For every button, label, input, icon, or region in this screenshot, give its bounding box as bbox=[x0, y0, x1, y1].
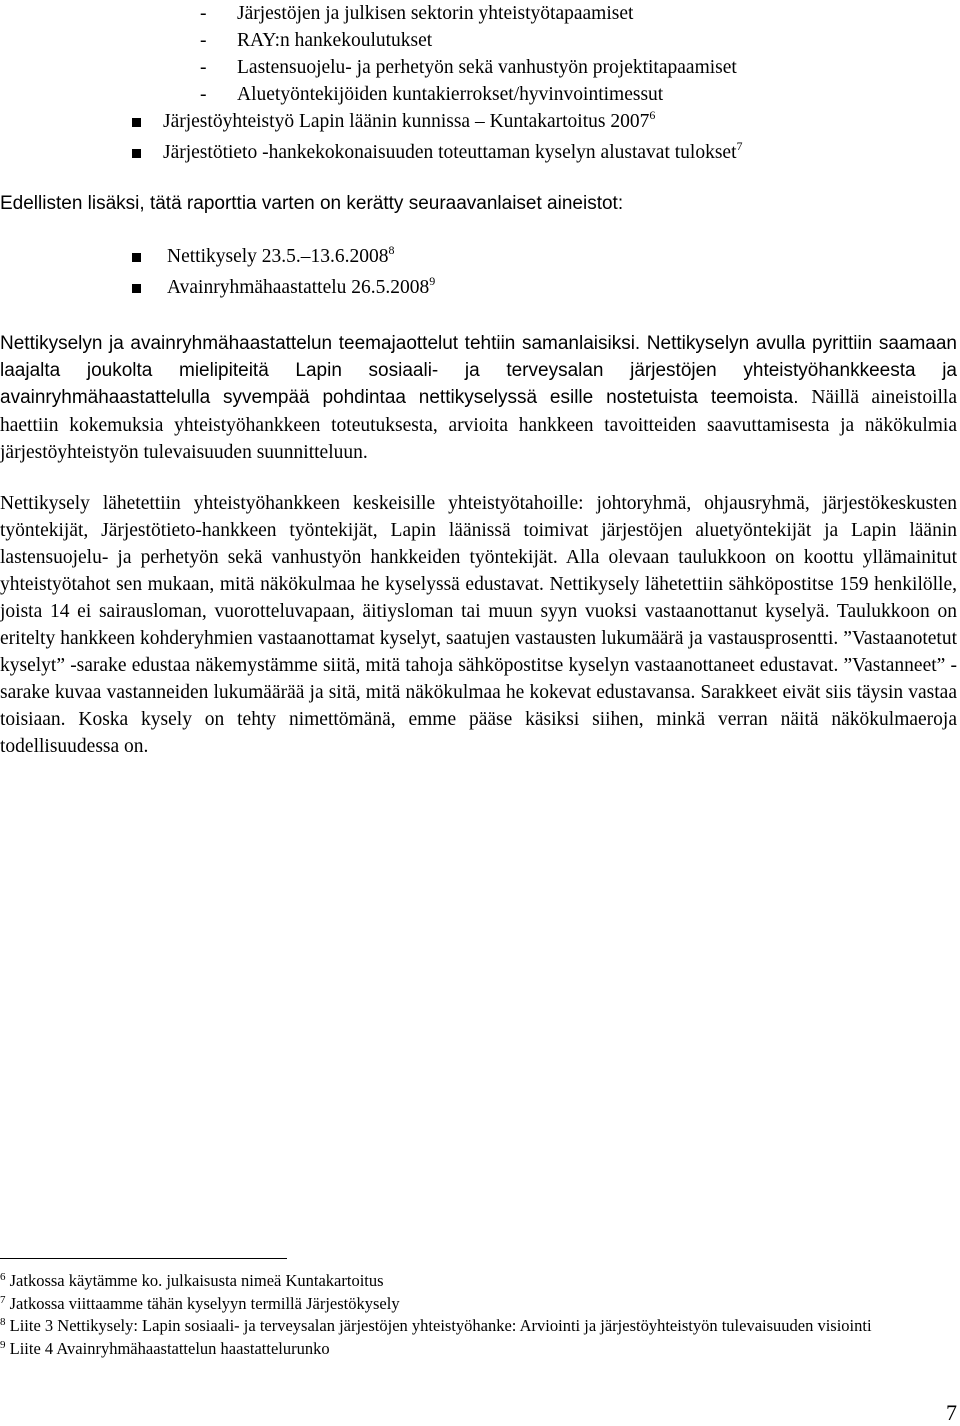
intro-line: Edellisten lisäksi, tätä raporttia varten on kerätty seuraavanlaiset aineistot: bbox=[0, 193, 624, 214]
footnote-ref[interactable]: 8 bbox=[388, 243, 395, 257]
paragraph-themes bbox=[0, 330, 957, 466]
dash-list bbox=[200, 0, 737, 108]
list-item-text: Järjestöyhteistyö Lapin läänin kunnissa – Kuntakartoitus 2007 bbox=[163, 111, 650, 132]
page-number: 7 bbox=[946, 1400, 957, 1425]
square-bullet-icon bbox=[132, 149, 141, 158]
list-item-text: RAY:n hankekoulutukset bbox=[237, 30, 433, 51]
dash-marker: - bbox=[200, 3, 207, 24]
list-item bbox=[200, 54, 737, 81]
footnote-number: 7 bbox=[0, 1293, 6, 1306]
list-item-text: Avainryhmähaastattelu 26.5.2008 bbox=[167, 277, 430, 298]
footnote-number: 8 bbox=[0, 1316, 6, 1328]
footnote-number: 6 bbox=[0, 1271, 6, 1283]
square-bullet-icon bbox=[132, 118, 141, 127]
footnote bbox=[0, 1338, 940, 1361]
dash-marker: - bbox=[200, 30, 207, 51]
list-item-text: Nettikysely 23.5.–13.6.2008 bbox=[167, 246, 389, 267]
footnotes bbox=[0, 1270, 940, 1360]
square-bullet-icon bbox=[132, 284, 141, 293]
dash-marker: - bbox=[200, 84, 207, 105]
list-item bbox=[200, 81, 737, 108]
paragraph-text: Nettikyselyn ja avainryhmähaastattelun teemajaottelut tehtiin samanlaisiksi. Nettikyselyn avulla pyrittiin saamaan laajalta joukolta mielipiteitä Lapin sosiaali- ja terveysalan järjestöjen yhteistyöhankkeesta ja avainryhmähaastattelulla syvempää pohdintaa nettikyselyssä esille nostetuista teemoista. bbox=[0, 333, 957, 409]
footnote-ref[interactable]: 6 bbox=[649, 108, 656, 122]
list-item bbox=[167, 241, 435, 272]
footnote-divider bbox=[0, 1258, 287, 1259]
list-item bbox=[163, 106, 743, 137]
paragraph-text: Näillä aineistoilla haettiin kokemuksia yhteistyöhankkeen toteutuksesta, arvioita hankkeen tavoitteiden saavuttamisesta ja näkökulmia järjestöyhteistyön tulevaisuuden suunnitteluun. bbox=[0, 387, 957, 463]
footnote bbox=[0, 1270, 940, 1293]
footnote-ref[interactable]: 9 bbox=[429, 274, 436, 288]
footnote bbox=[0, 1315, 940, 1338]
square-bullet-list-mid bbox=[167, 241, 435, 303]
paragraph-survey: Nettikysely lähetettiin yhteistyöhankkeen keskeisille yhteistyötahoille: johtoryhmä, ohjausryhmä, järjestökeskusten työntekijät, Järjestötieto-hankkeen työntekijät, Lapin läänissä toimivat järjestöjen aluetyöntekijät ja Lapin läänin lastensuojelu- ja perhetyön sekä vanhustyön hankkeiden työntekijät. Alla olevaan taulukkoon on koottu yllämainitut yhteistyötahot sen mukaan, mitä näkökulmaa he kyselyssä edustavat. Nettikysely lähetettiin sähköpostitse 159 henkilölle, joista 14 ei sairausloman, vuorotteluvapaan, äitiysloman tai muun syyn vuoksi vastaanottanut kyselyä. Taulukkoon on eritelty hankkeen kohderyhmien vastaanottamat kyselyt, saatujen vastausten lukumäärä ja vastausprosentti. ”Vastaanotetut kyselyt” -sarake edustaa näkemystämme siitä, mitä tahoja sähköpostitse kyselyn vastaanottaneet edustavat. ”Vastanneet” -sarake kuvaa vastanneiden lukumäärää ja sitä, mitä näkökulmaa he kokevat edustavansa. Sarakkeet eivät siis täysin vastaa toisiaan. Koska kysely on tehty nimettömänä, emme pääse käsiksi siihen, minkä verran näitä näkökulmaeroja todellisuudessa on. bbox=[0, 493, 957, 757]
list-item-text: Lastensuojelu- ja perhetyön sekä vanhustyön projektitapaamiset bbox=[237, 57, 737, 78]
list-item bbox=[200, 27, 737, 54]
square-bullet-icon bbox=[132, 253, 141, 262]
dash-marker: - bbox=[200, 57, 207, 78]
list-item bbox=[200, 0, 737, 27]
footnote-number: 9 bbox=[0, 1338, 6, 1351]
footnote-ref[interactable]: 7 bbox=[736, 139, 743, 153]
list-item bbox=[163, 137, 743, 168]
footnote-text: Liite 3 Nettikysely: Lapin sosiaali- ja terveysalan järjestöjen yhteistyöhanke: Arviointi ja järjestöyhteistyön tulevaisuuden visiointi bbox=[9, 1316, 872, 1335]
footnote-text: Jatkossa käytämme ko. julkaisusta nimeä Kuntakartoitus bbox=[9, 1271, 384, 1290]
square-bullet-list-top bbox=[163, 106, 743, 168]
list-item-text: Järjestötieto -hankekokonaisuuden toteuttaman kyselyn alustavat tulokset bbox=[163, 142, 737, 163]
list-item-text: Aluetyöntekijöiden kuntakierrokset/hyvinvointimessut bbox=[237, 84, 664, 105]
list-item-text: Järjestöjen ja julkisen sektorin yhteistyötapaamiset bbox=[237, 3, 634, 24]
footnote bbox=[0, 1293, 940, 1316]
list-item bbox=[167, 272, 435, 303]
footnote-text: Liite 4 Avainryhmähaastattelun haastattelurunko bbox=[9, 1338, 330, 1358]
footnote-text: Jatkossa viittaamme tähän kyselyyn termillä Järjestökysely bbox=[9, 1293, 400, 1313]
